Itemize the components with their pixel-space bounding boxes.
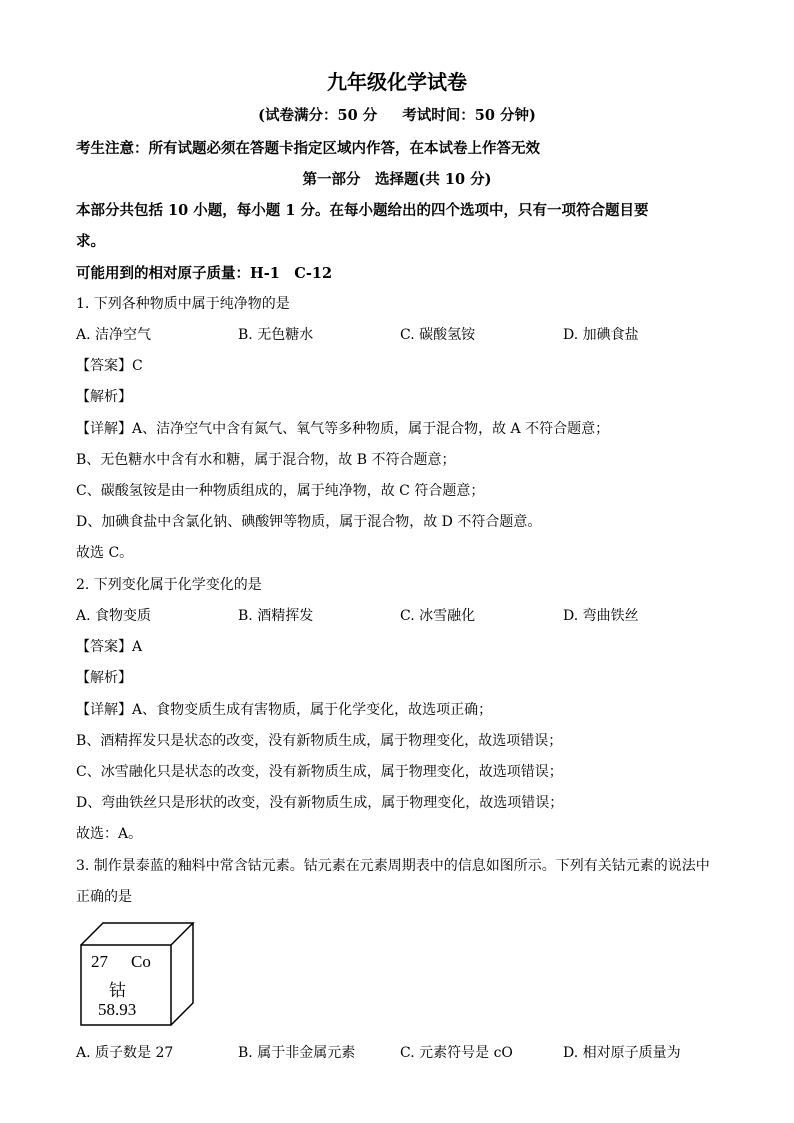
q1-stem: 1. 下列各种物质中属于纯净物的是	[76, 296, 290, 312]
q1-detail-2: B、无色糖水中含有水和糖，属于混合物，故 B 不符合题意；	[76, 452, 456, 468]
score-info: (试卷满分：50 分	[258, 107, 378, 124]
q1-option-d: D. 加碘食盐	[563, 327, 639, 343]
q3-option-b: B. 属于非金属元素	[238, 1045, 356, 1061]
atomic-mass-note: 可能用到的相对原子质量：H-1 C-12	[76, 265, 333, 282]
q1-detail-1: 【详解】A、洁净空气中含有氮气、氧气等多种物质，属于混合物，故 A 不符合题意；	[76, 421, 610, 437]
q3-option-a: A. 质子数是 27	[76, 1045, 174, 1061]
notice: 考生注意：所有试题必须在答题卡指定区域内作答，在本试卷上作答无效	[76, 140, 540, 157]
q1-option-b: B. 无色糖水	[238, 327, 314, 343]
element-symbol: Co	[131, 952, 151, 971]
q1-detail-3: C、碳酸氢铵是由一种物质组成的，属于纯净物，故 C 符合题意；	[76, 483, 485, 499]
q1-option-c: C. 碳酸氢铵	[400, 327, 476, 343]
q3-option-c: C. 元素符号是 cO	[400, 1045, 513, 1061]
atomic-mass: 58.93	[98, 1000, 137, 1019]
element-cell-figure	[78, 920, 196, 1028]
atomic-number: 27	[91, 952, 108, 971]
q3-option-d: D. 相对原子质量为	[563, 1045, 681, 1061]
section-desc: 本部分共包括 10 小题，每小题 1 分。在每小题给出的四个选项中，只有一项符合题目要	[76, 202, 649, 219]
q3-stem-cont: 正确的是	[76, 889, 132, 905]
q2-option-c: C. 冰雪融化	[400, 608, 476, 624]
q1-detail-4: D、加碘食盐中含氯化钠、碘酸钾等物质，属于混合物，故 D 不符合题意。	[76, 514, 542, 530]
q2-option-b: B. 酒精挥发	[238, 608, 314, 624]
q2-analysis: 【解析】	[76, 670, 132, 686]
page-title: 九年级化学试卷	[327, 70, 467, 94]
q1-analysis: 【解析】	[76, 389, 132, 405]
q2-option-d: D. 弯曲铁丝	[563, 608, 639, 624]
exam-info	[0, 104, 794, 125]
q2-conclusion: 故选：A。	[76, 826, 143, 842]
q3-stem: 3. 制作景泰蓝的釉料中常含钴元素。钴元素在元素周期表中的信息如图所示。下列有关钴元素的说法中	[76, 858, 710, 874]
q1-answer: 【答案】C	[76, 358, 143, 374]
element-name: 钴	[109, 981, 126, 1000]
q2-detail-3: C、冰雪融化只是状态的改变，没有新物质生成，属于物理变化，故选项错误；	[76, 764, 563, 780]
q1-conclusion: 故选 C。	[76, 545, 134, 561]
q2-option-a: A. 食物变质	[76, 608, 152, 624]
q2-stem: 2. 下列变化属于化学变化的是	[76, 577, 262, 593]
section-title: 第一部分 选择题(共 10 分)	[302, 171, 492, 188]
q2-answer: 【答案】A	[76, 639, 143, 655]
section-desc-cont: 求。	[76, 233, 105, 250]
q2-detail-2: B、酒精挥发只是状态的改变，没有新物质生成，属于物理变化，故选项错误；	[76, 733, 563, 749]
element-cube-outline	[78, 920, 196, 1028]
time-info: 考试时间：50 分钟)	[402, 107, 536, 124]
q2-detail-4: D、弯曲铁丝只是形状的改变，没有新物质生成，属于物理变化，故选项错误；	[76, 795, 564, 811]
q1-option-a: A. 洁净空气	[76, 327, 152, 343]
q2-detail-1: 【详解】A、食物变质生成有害物质，属于化学变化，故选项正确；	[76, 702, 493, 718]
